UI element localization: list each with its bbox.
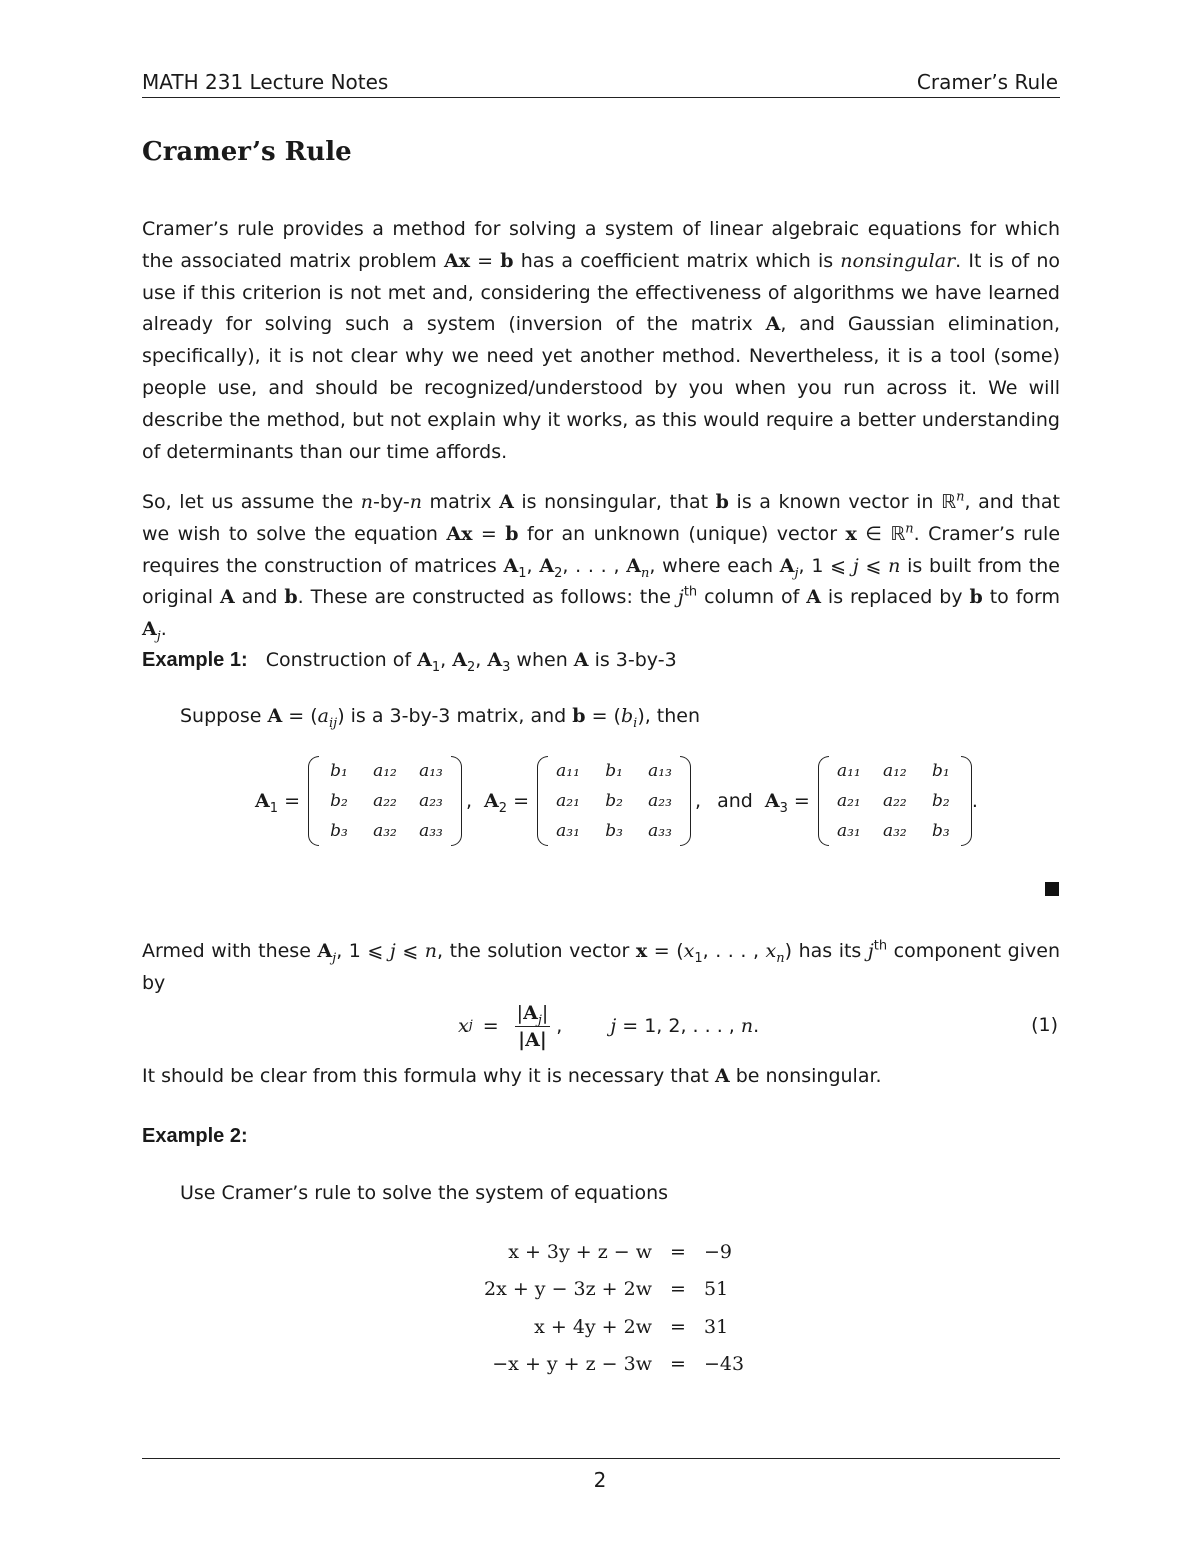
cramer-formula: x j = $\frac{|A_j|}{|A|}$ , j = 1, 2, . . . , n. [458,1001,760,1051]
header-section-title: Cramer’s Rule [916,70,1058,94]
matrix-A1: b₁ a₁₂ a₁₃ b₂ a₂₂ a₂₃ b₃ a₃₂ a₃₃ [308,756,462,846]
matrix-A3: a₁₁ a₁₂ b₁ a₂₁ a₂₂ b₂ a₃₁ a₃₂ b₃ [818,756,972,846]
equation-row: 2x + y − 3z + 2w = 51 [484,1278,729,1301]
matrices-display: $A_1$ = b₁ a₁₂ a₁₃ b₂ a₂₂ a₂₃ b₃ a₃₂ a₃₃ , $A_2$ = a₁₁ b₁ a₁₃ a₂₁ b₂ a₂₃ a₃₁ b₃ a₃₃ , and $A_3$ = a₁₁ a₁₂ b₁ a₂₁ a₂₂ b₂ a₃₁ a₃₂ b₃ . [255,755,995,847]
example2-label: Example 2: [142,1125,248,1147]
page-title: Cramer’s Rule [142,137,352,167]
intro-paragraph: Cramer’s rule provides a method for solving a system of linear algebraic equations for which the associated matrix problem Ax = b has a coefficient matrix which is nonsingular. It is of no use if this criterion is not met and, considering the effectiveness of algorithms we have learned already for solving such a system (inversion of the matrix A, and Gaussian elimination, specifically), it is not clear why we need yet another method. Nevertheless, it is a tool (some) people use, and should be recognized/understood by you when you run across it. We will describe the method, but not explain why it works, as this would require a better understanding of determinants than our time affords. [142,218,1061,463]
matrix-A3-label: $A_3$ = [764,790,810,816]
equation-system [440,1233,784,1383]
setup-paragraph: So, let us assume the n-by-n matrix A is nonsingular, that b is a known vector in ℝ$^n$, and that we wish to solve the equation Ax = b for an unknown (unique) vector x ∈ ℝ$^n$. Cramer’s rule requires the construction of matrices $A_1$, $A_2$, . . . , $A_n$, where each $A_j$, 1 ⩽ j ⩽ n is built from the original A and b. These are constructed as follows: the $j^{th}$ column of A is replaced by b to form $A_j$. [142,489,1061,644]
example1-heading: Example 1: Construction of $A_1$, $A_2$, $A_3$ when A is 3-by-3 [142,649,677,675]
nonsingular-remark: It should be clear from this formula why it is necessary that A be nonsingular. [142,1065,882,1087]
equation-row: −x + y + z − 3w = −43 [492,1353,745,1376]
example1-suppose-line: Suppose $A = (a_{ij})$ is a 3-by-3 matrix, and $b = (b_i)$, then [180,705,701,731]
matrix-A2-label: $A_2$ = [484,790,530,816]
example2-intro: Use Cramer’s rule to solve the system of equations [180,1182,669,1204]
matrix-A1-label: $A_1$ = [255,790,300,816]
page-number: 2 [593,1468,607,1492]
formula-fraction: $\frac{|A_j|}{|A|}$ [516,1001,549,1051]
header-course-title: MATH 231 Lecture Notes [142,70,389,94]
footer-rule [142,1458,1060,1459]
qed-square-icon [1045,882,1059,896]
equation-number: (1) [1031,1014,1058,1036]
equation-row: x + 4y + 2w = 31 [534,1315,729,1338]
solution-paragraph: Armed with these $A_j$, 1 ⩽ j ⩽ n, the solution vector $x = (x_1$, . . . , $x_n$) has its $j^{th}$ component given by [142,938,1060,994]
example1-label: Example 1: [142,649,248,671]
matrix-A2: a₁₁ b₁ a₁₃ a₂₁ b₂ a₂₃ a₃₁ b₃ a₃₃ [537,756,691,846]
header-rule [142,97,1060,98]
equation-row: x + 3y + z − w = −9 [508,1240,733,1263]
